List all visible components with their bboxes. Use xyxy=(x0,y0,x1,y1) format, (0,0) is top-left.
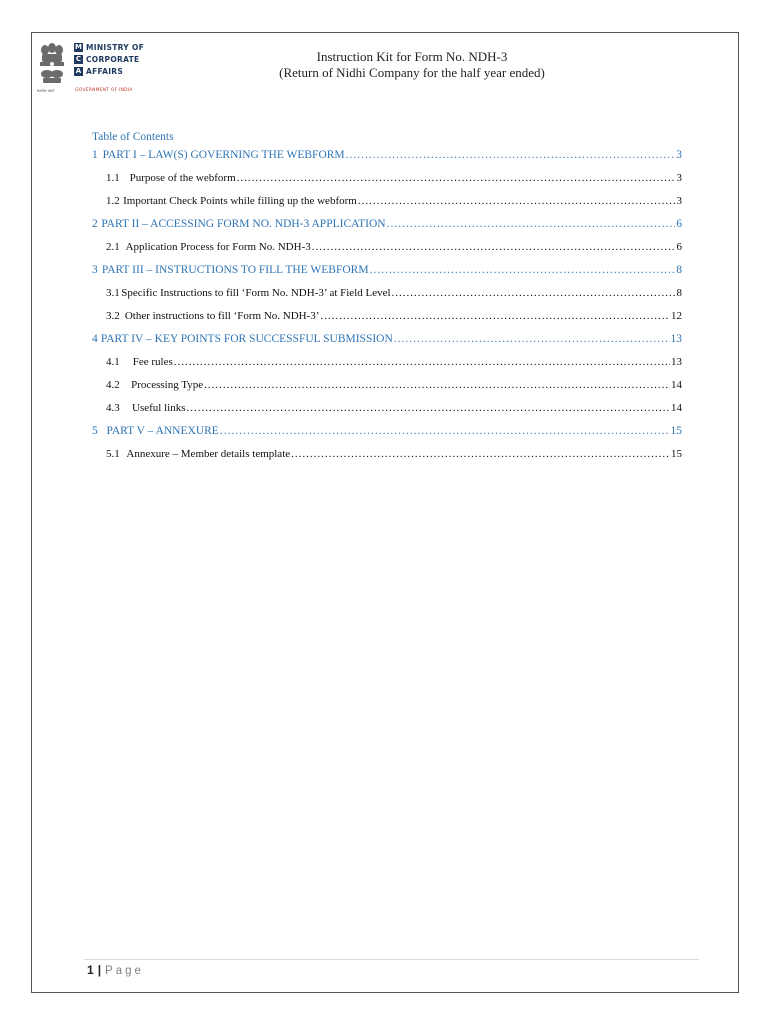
toc-dot-leader xyxy=(187,397,670,420)
logo-word-corporate: CORPORATE xyxy=(86,54,140,64)
document-header xyxy=(232,49,592,81)
toc-dot-leader xyxy=(174,351,670,374)
footer-page-word: Page xyxy=(105,965,144,977)
toc-entry-number: 1.1 xyxy=(106,172,120,184)
toc-entry-number: 4.1 xyxy=(106,356,120,368)
table-of-contents xyxy=(92,131,682,466)
logo-letter-c: C xyxy=(75,55,82,63)
toc-entry[interactable] xyxy=(92,167,682,190)
toc-entry-page: 15 xyxy=(671,448,682,460)
logo-word-affairs: AFFAIRS xyxy=(86,66,124,76)
toc-entry-page: 14 xyxy=(671,402,682,414)
footer-divider xyxy=(84,959,699,960)
logo-line-ministry xyxy=(74,42,144,52)
toc-dot-leader xyxy=(204,374,670,397)
toc-entry-page: 14 xyxy=(671,379,682,391)
logo-line-corporate xyxy=(74,54,139,64)
mca-logo xyxy=(37,39,177,95)
toc-entry[interactable] xyxy=(92,305,682,328)
toc-dot-leader xyxy=(291,443,670,466)
toc-entry-page: 3 xyxy=(676,149,682,161)
logo-word-ministry: MINISTRY OF xyxy=(86,42,145,52)
toc-entry-page: 3 xyxy=(676,172,682,184)
toc-entry-number: 2 xyxy=(92,218,98,230)
toc-entry-title: Important Check Points while filling up the webform xyxy=(123,195,357,207)
toc-entry[interactable] xyxy=(92,420,682,443)
toc-dot-leader xyxy=(320,305,670,328)
toc-entry[interactable] xyxy=(92,144,682,167)
toc-entry-title: Useful links xyxy=(132,402,186,414)
page-footer xyxy=(87,963,144,977)
toc-list xyxy=(92,144,682,466)
toc-dot-leader xyxy=(358,190,676,213)
toc-dot-leader xyxy=(312,236,676,259)
footer-separator: | xyxy=(97,963,102,977)
national-emblem-icon xyxy=(37,39,67,93)
toc-entry-title: Processing Type xyxy=(131,379,204,391)
toc-dot-leader xyxy=(220,420,670,443)
toc-entry[interactable] xyxy=(92,282,682,305)
toc-entry-title: PART V – ANNEXURE xyxy=(106,425,219,437)
toc-dot-leader xyxy=(392,282,676,305)
toc-entry-page: 15 xyxy=(670,425,682,437)
toc-dot-leader xyxy=(387,213,676,236)
toc-entry-number: 4 xyxy=(92,333,98,345)
footer-page-number: 1 xyxy=(87,963,94,977)
toc-entry-number: 2.1 xyxy=(106,241,120,253)
toc-entry-number: 1.2 xyxy=(106,195,120,207)
emblem-caption: सत्यमेव जयते xyxy=(37,89,55,93)
toc-entry-page: 6 xyxy=(676,241,682,253)
toc-entry-number: 1 xyxy=(92,149,98,161)
toc-entry[interactable] xyxy=(92,443,682,466)
toc-entry-page: 13 xyxy=(670,333,682,345)
toc-entry-page: 13 xyxy=(671,356,682,368)
toc-entry[interactable] xyxy=(92,374,682,397)
toc-dot-leader xyxy=(370,259,676,282)
toc-entry-title: Fee rules xyxy=(132,356,173,368)
toc-entry-title: Other instructions to fill ‘Form No. NDH-3’ xyxy=(124,310,320,322)
toc-dot-leader xyxy=(237,167,676,190)
toc-heading: Table of Contents xyxy=(92,131,174,143)
toc-entry-page: 6 xyxy=(676,218,682,230)
header-subtitle: (Return of Nidhi Company for the half year ended) xyxy=(279,65,545,80)
logo-line-affairs xyxy=(74,66,123,76)
toc-entry[interactable] xyxy=(92,259,682,282)
toc-entry[interactable] xyxy=(92,397,682,420)
toc-entry[interactable] xyxy=(92,213,682,236)
toc-entry-number: 3.1 xyxy=(106,287,120,299)
document-page xyxy=(31,32,739,993)
toc-entry-title: PART II – ACCESSING FORM NO. NDH-3 APPLICATION xyxy=(101,218,386,230)
logo-letter-m: M xyxy=(75,43,82,51)
toc-entry-number: 4.2 xyxy=(106,379,120,391)
logo-letter-a: A xyxy=(75,67,82,75)
header-title: Instruction Kit for Form No. NDH-3 xyxy=(316,49,508,64)
toc-entry-title: Purpose of the webform xyxy=(129,172,236,184)
toc-entry[interactable] xyxy=(92,351,682,374)
toc-entry[interactable] xyxy=(92,190,682,213)
toc-entry-title: PART IV – KEY POINTS FOR SUCCESSFUL SUBMISSION xyxy=(100,333,393,345)
toc-entry-number: 3 xyxy=(92,264,98,276)
toc-entry[interactable] xyxy=(92,236,682,259)
toc-entry-title: Specific Instructions to fill ‘Form No. NDH-3’ at Field Level xyxy=(121,287,391,299)
government-of-india-label: GOVERNMENT OF INDIA xyxy=(75,88,133,93)
toc-entry-number: 4.3 xyxy=(106,402,120,414)
toc-dot-leader xyxy=(394,328,670,351)
toc-entry-title: Application Process for Form No. NDH-3 xyxy=(125,241,311,253)
toc-entry[interactable] xyxy=(92,328,682,351)
toc-entry-page: 8 xyxy=(676,264,682,276)
toc-dot-leader xyxy=(346,144,676,167)
toc-entry-title: PART I – LAW(S) GOVERNING THE WEBFORM xyxy=(102,149,345,161)
toc-entry-page: 12 xyxy=(671,310,682,322)
toc-entry-number: 3.2 xyxy=(106,310,120,322)
toc-entry-number: 5.1 xyxy=(106,448,120,460)
toc-entry-title: Annexure – Member details template xyxy=(126,448,291,460)
toc-entry-page: 8 xyxy=(676,287,682,299)
toc-entry-title: PART III – INSTRUCTIONS TO FILL THE WEBFORM xyxy=(101,264,369,276)
toc-entry-number: 5 xyxy=(92,425,98,437)
toc-entry-page: 3 xyxy=(676,195,682,207)
